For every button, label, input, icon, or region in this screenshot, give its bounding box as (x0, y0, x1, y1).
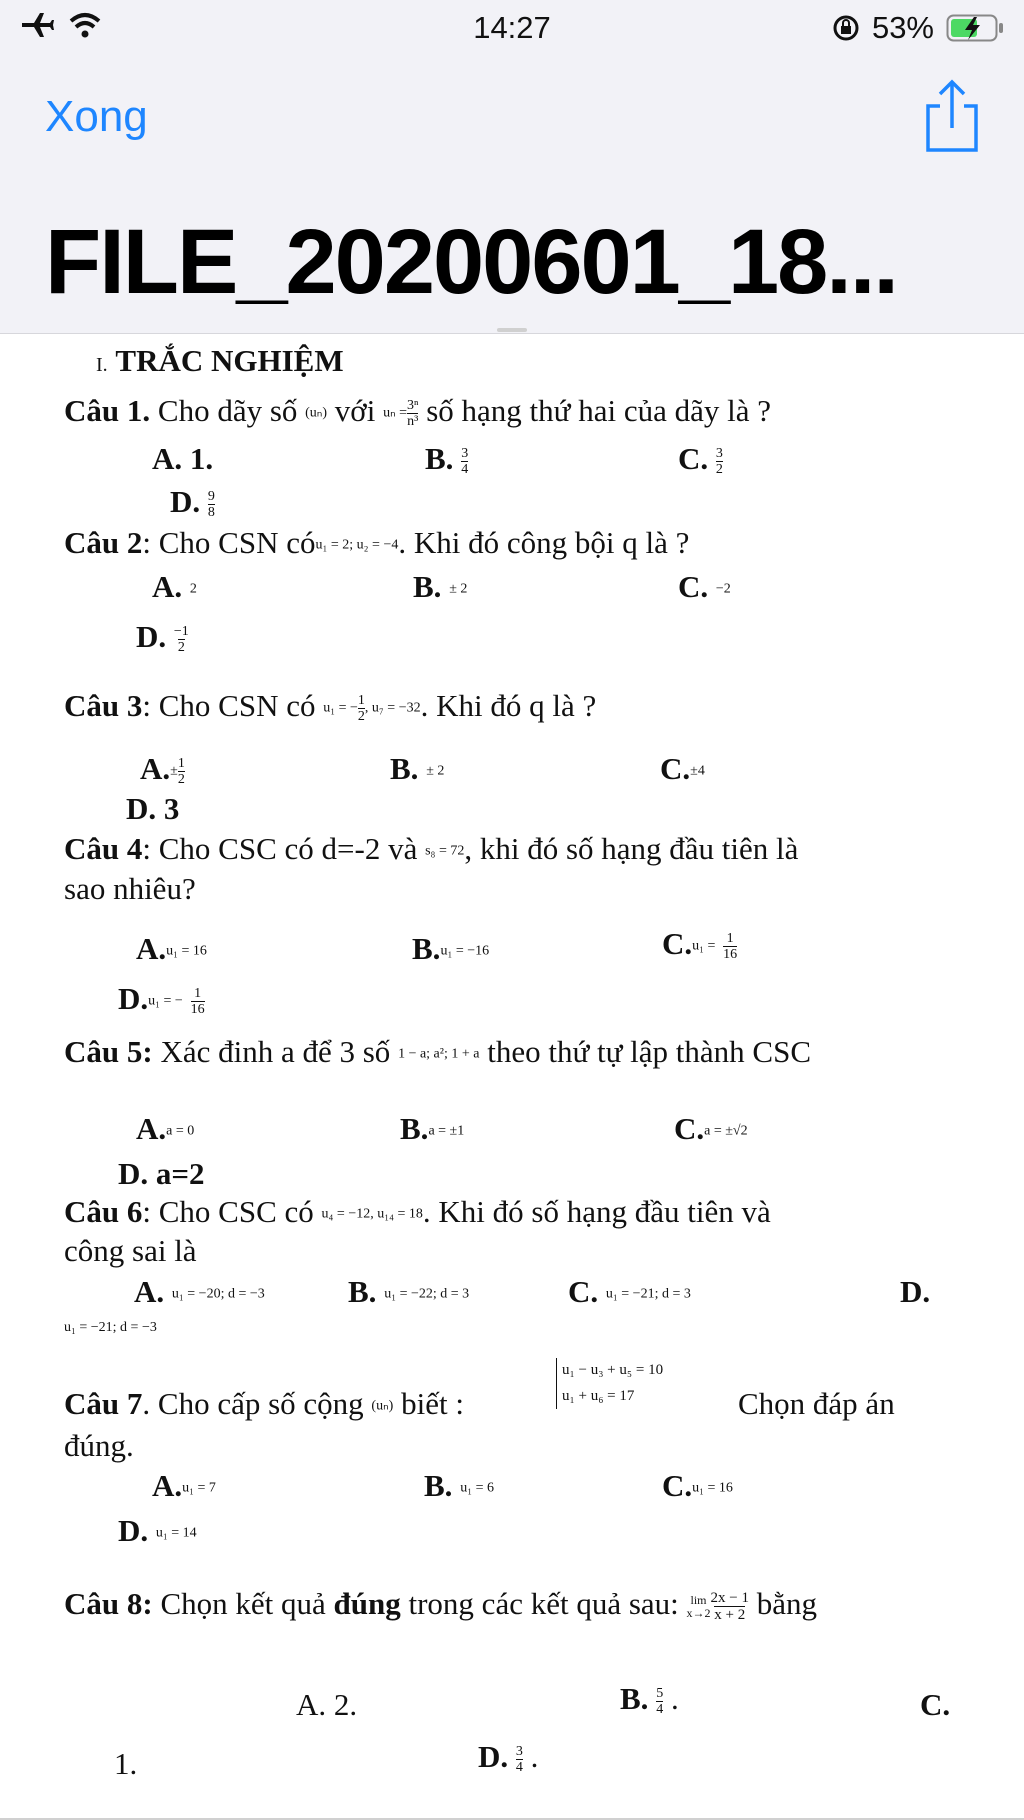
question-3: Câu 3: Cho CSN có u₁ = − $\frac{1}{2}$ , u₇ = −32. Khi đó q là ? (64, 688, 597, 724)
question-6: Câu 6: Cho CSC có u₄ = −12, u₁₄ = 18. Khi đó số hạng đầu tiên và (64, 1194, 771, 1229)
question-4: Câu 4: Cho CSC có d=-2 và s₈ = 72, khi đó số hạng đầu tiên là (64, 831, 799, 866)
question-6-cont: công sai là (64, 1233, 197, 1268)
navigation-header (0, 0, 1024, 334)
section-heading: I. TRẮC NGHIỆM (96, 343, 344, 378)
grabber (497, 328, 527, 332)
q7-option-d: D. u₁ = 14 (118, 1513, 197, 1548)
q6-option-d-value: u₁ = −21; d = −3 (64, 1320, 157, 1335)
battery-charging-icon (946, 14, 1004, 42)
q6-option-c: C. u₁ = −21; d = 3 (568, 1274, 691, 1309)
q4-option-d: D.u₁ = − $\frac{1}{16}$ (118, 981, 205, 1017)
status-bar (0, 0, 1024, 56)
q8-option-b: B. $\frac{5}{4}$ . (620, 1681, 679, 1717)
q5-option-c: C.a = ±√2 (674, 1111, 748, 1146)
q8-option-c-label: C. (920, 1687, 951, 1722)
q2-option-b: B. ± 2 (413, 569, 468, 604)
q3-option-a: A.± $\frac{1}{2}$ (140, 751, 185, 787)
question-7: Câu 7. Cho cấp số cộng (uₙ) biết : (64, 1386, 464, 1421)
question-7-cont: đúng. (64, 1428, 134, 1463)
q7-option-a: A.u₁ = 7 (152, 1468, 216, 1503)
question-5: Câu 5: Xác đinh a để 3 số 1 − a; a²; 1 + a theo thứ tự lập thành CSC (64, 1034, 812, 1069)
q2-option-a: A. 2 (152, 569, 197, 604)
q1-option-d: D. $\frac{9}{8}$ (170, 484, 215, 520)
q4-option-a: A.u₁ = 16 (136, 931, 207, 966)
q2-option-c: C. −2 (678, 569, 731, 604)
q4-option-b: B.u₁ = −16 (412, 931, 490, 966)
q3-option-d: D. 3 (126, 791, 180, 826)
orientation-lock-icon (832, 14, 860, 42)
q8-option-a: A. 2. (296, 1687, 358, 1722)
q5-option-a: A.a = 0 (136, 1111, 195, 1146)
share-icon[interactable] (924, 78, 980, 154)
battery-percentage: 53% (871, 10, 934, 45)
q8-option-c-value: 1. (114, 1746, 138, 1781)
q7-option-c: C.u₁ = 16 (662, 1468, 733, 1503)
q6-option-b: B. u₁ = −22; d = 3 (348, 1274, 470, 1309)
question-7-choose: Chọn đáp án (738, 1386, 895, 1421)
q2-option-d: D. $\frac{-1}{2}$ (136, 619, 189, 655)
clock: 14:27 (473, 10, 551, 45)
q3-option-c: C.±4 (660, 751, 705, 786)
q6-option-a: A. u₁ = −20; d = −3 (134, 1274, 265, 1309)
question-1: Câu 1. Cho dãy số (uₙ) với uₙ = $\frac{\text{3ⁿ}}{\text{n³}}$ số hạng thứ hai của dãy là ? (64, 393, 771, 429)
question-2: Câu 2: Cho CSN cóu₁ = 2; u₂ = −4. Khi đó công bội q là ? (64, 525, 690, 560)
q7-equation-system: u₁ − u₃ + u₅ = 10 u₁ + u₆ = 17 (556, 1358, 663, 1409)
q3-option-b: B. ± 2 (390, 751, 445, 786)
q1-option-c: C. $\frac{3}{2}$ (678, 441, 723, 477)
q5-option-d: D. a=2 (118, 1156, 205, 1191)
q4-option-c: C.u₁ = $\frac{1}{16}$ (662, 926, 738, 962)
question-4-cont: sao nhiêu? (64, 871, 196, 906)
q5-option-b: B.a = ±1 (400, 1111, 465, 1146)
done-button[interactable]: Xong (45, 92, 148, 141)
q7-option-b: B. u₁ = 6 (424, 1468, 494, 1503)
q6-option-d-label: D. (900, 1274, 931, 1309)
q1-option-b: B. $\frac{3}{4}$ (425, 441, 469, 477)
question-8: Câu 8: Chọn kết quả đúng trong các kết quả sau: lim x→2 $\frac{2x - 1}{x + 2}$ bằng (64, 1586, 818, 1623)
q8-option-d: D. $\frac{3}{4}$ . (478, 1739, 539, 1775)
q1-option-a: A. 1. (152, 441, 214, 476)
document-title: FILE_20200601_18... (45, 211, 897, 313)
